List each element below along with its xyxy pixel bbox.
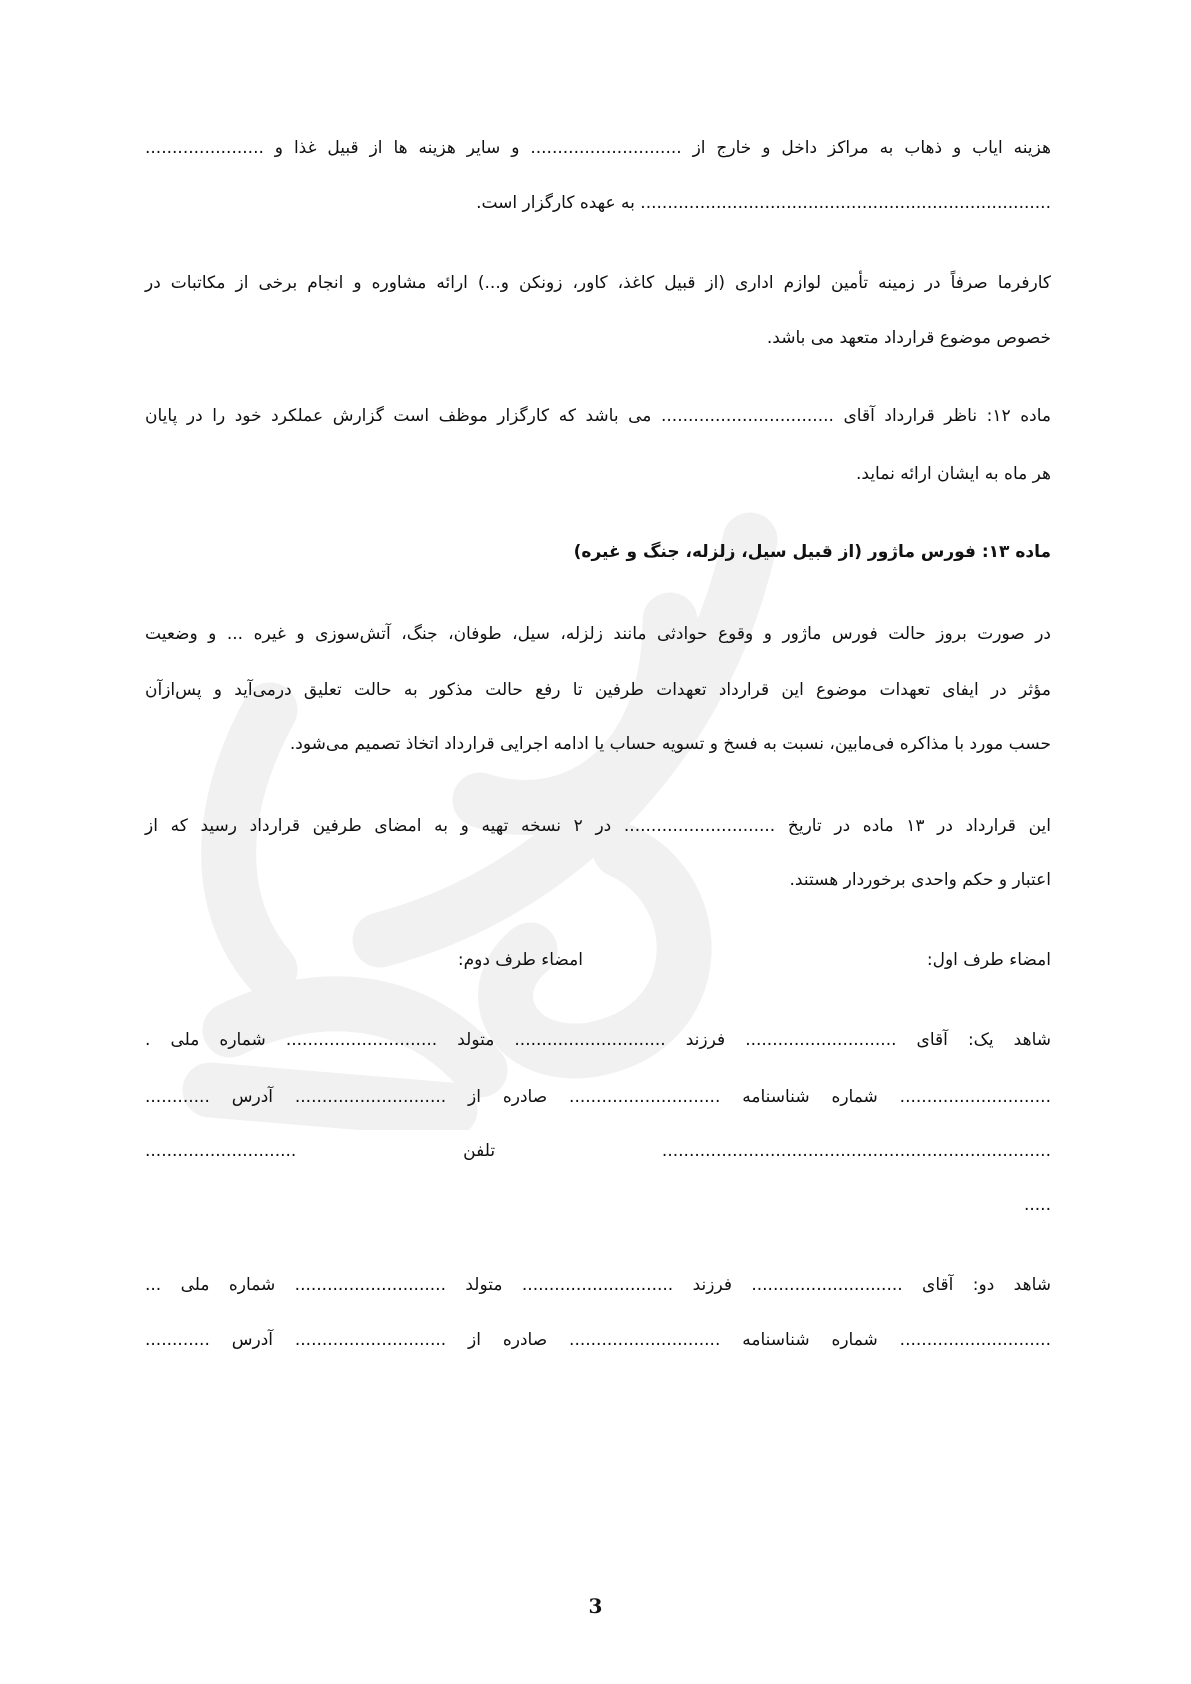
text-line: اعتبار و حکم واحدی برخوردار هستند. [789, 870, 1051, 890]
text-line: حسب مورد با مذاکره فی‌مابین، نسبت به فسخ و تسویه حساب یا ادامه اجرایی قرارداد اتخاذ تصمیم می‌شود. [289, 734, 1051, 754]
article-13-heading: ماده ۱۳: فورس ماژور (از قبیل سیل، زلزله، جنگ و غیره) [573, 542, 1051, 562]
text-line: ............................................................................ به عهده کارگزار است. [476, 193, 1051, 213]
page-number: 3 [588, 1594, 603, 1618]
witness-two-line: ............................ شماره شناسنامه ............................ صادره از ............................ آدرس ............ [145, 1330, 1051, 1350]
signature-party-two: امضاء طرف دوم: [457, 950, 583, 970]
text-line: مؤثر در ایفای تعهدات موضوع این قرارداد تعهدات طرفین تا رفع حالت مذکور به حالت تعلیق درمی‌آید و پس‌ازآن [145, 680, 1051, 700]
text-line: هر ماه به ایشان ارائه نماید. [856, 464, 1051, 484]
article-12-line: ماده ۱۲: ناظر قرارداد آقای ................................ می باشد که کارگزار موظف است گزارش عملکرد خود را در پایان [145, 406, 1052, 426]
signature-party-one: امضاء طرف اول: [926, 950, 1051, 970]
witness-one-line: ..... [1023, 1195, 1051, 1215]
text-line: هزینه ایاب و ذهاب به مراکز داخل و خارج از ............................ و سایر هزینه ها از قبیل غذا و ...................... [145, 138, 1051, 158]
text-line: در صورت بروز حالت فورس ماژور و وقوع حوادثی مانند زلزله، سیل، طوفان، جنگ، آتش‌سوزی و غیره ... و وضعیت [145, 624, 1051, 644]
witness-two-line: شاهد دو: آقای ............................ فرزند ............................ متولد ............................ شماره ملی ... [145, 1275, 1051, 1295]
text-line: کارفرما صرفاً در زمینه تأمین لوازم اداری (از قبیل کاغذ، کاور، زونکن و...) ارائه مشاوره و انجام برخی از مکاتبات در [145, 273, 1051, 293]
witness-one-line: ........................................................................ تلفن ............................ [145, 1141, 1051, 1161]
text-line: این قرارداد در ۱۳ ماده در تاریخ ............................ در ۲ نسخه تهیه و به امضای طرفین قرارداد رسید که از [145, 816, 1051, 836]
text-line: خصوص موضوع قرارداد متعهد می باشد. [766, 328, 1051, 348]
witness-one-line: شاهد یک: آقای ............................ فرزند ............................ متولد ............................ شماره ملی . [145, 1030, 1051, 1050]
witness-one-line: ............................ شماره شناسنامه ............................ صادره از ............................ آدرس ............ [145, 1087, 1051, 1107]
